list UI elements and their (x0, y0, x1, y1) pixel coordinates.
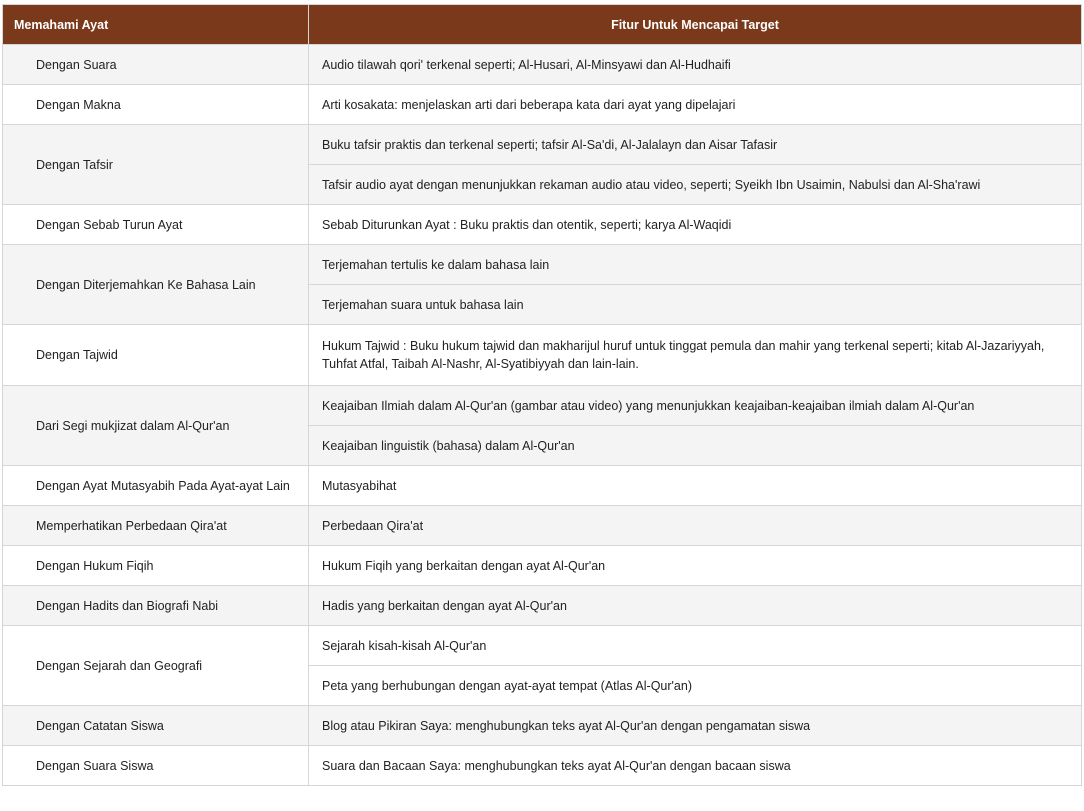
row-feature: Audio tilawah qori' terkenal seperti; Al-Husari, Al-Minsyawi dan Al-Hudhaifi (309, 45, 1082, 85)
row-feature: Keajaiban linguistik (bahasa) dalam Al-Qur'an (309, 426, 1082, 466)
row-label: Dengan Tajwid (3, 325, 309, 386)
row-label: Dengan Suara Siswa (3, 746, 309, 786)
row-feature: Mutasyabihat (309, 466, 1082, 506)
table-row (3, 626, 1082, 666)
row-feature: Hukum Fiqih yang berkaitan dengan ayat Al-Qur'an (309, 546, 1082, 586)
table-row (3, 85, 1082, 125)
table-header-row (3, 5, 1082, 45)
table-row (3, 546, 1082, 586)
table-row (3, 746, 1082, 786)
row-label: Dengan Diterjemahkan Ke Bahasa Lain (3, 245, 309, 325)
row-feature: Perbedaan Qira'at (309, 506, 1082, 546)
table-row (3, 586, 1082, 626)
row-label: Dari Segi mukjizat dalam Al-Qur'an (3, 386, 309, 466)
row-feature: Terjemahan suara untuk bahasa lain (309, 285, 1082, 325)
row-feature: Sebab Diturunkan Ayat : Buku praktis dan otentik, seperti; karya Al-Waqidi (309, 205, 1082, 245)
row-feature: Sejarah kisah-kisah Al-Qur'an (309, 626, 1082, 666)
table-row (3, 125, 1082, 165)
row-feature: Tafsir audio ayat dengan menunjukkan rekaman audio atau video, seperti; Syeikh Ibn Usaimin, Nabulsi dan Al-Sha'rawi (309, 165, 1082, 205)
row-feature: Suara dan Bacaan Saya: menghubungkan teks ayat Al-Qur'an dengan bacaan siswa (309, 746, 1082, 786)
row-feature: Terjemahan tertulis ke dalam bahasa lain (309, 245, 1082, 285)
row-label: Memperhatikan Perbedaan Qira'at (3, 506, 309, 546)
table-row (3, 466, 1082, 506)
row-label: Dengan Hukum Fiqih (3, 546, 309, 586)
table-row (3, 325, 1082, 386)
row-feature: Arti kosakata: menjelaskan arti dari beberapa kata dari ayat yang dipelajari (309, 85, 1082, 125)
row-label: Dengan Suara (3, 45, 309, 85)
row-label: Dengan Hadits dan Biografi Nabi (3, 586, 309, 626)
row-label: Dengan Ayat Mutasyabih Pada Ayat-ayat Lain (3, 466, 309, 506)
row-feature: Blog atau Pikiran Saya: menghubungkan teks ayat Al-Qur'an dengan pengamatan siswa (309, 706, 1082, 746)
table-row (3, 245, 1082, 285)
row-label: Dengan Sejarah dan Geografi (3, 626, 309, 706)
features-table (2, 4, 1082, 786)
table-row (3, 506, 1082, 546)
table-row (3, 45, 1082, 85)
row-feature: Hadis yang berkaitan dengan ayat Al-Qur'an (309, 586, 1082, 626)
header-fitur: Fitur Untuk Mencapai Target (309, 5, 1082, 45)
row-feature: Keajaiban Ilmiah dalam Al-Qur'an (gambar atau video) yang menunjukkan keajaiban-keajaiban ilmiah dalam Al-Qur'an (309, 386, 1082, 426)
row-label: Dengan Sebab Turun Ayat (3, 205, 309, 245)
table-row (3, 386, 1082, 426)
row-feature: Buku tafsir praktis dan terkenal seperti; tafsir Al-Sa'di, Al-Jalalayn dan Aisar Tafasir (309, 125, 1082, 165)
table-row (3, 205, 1082, 245)
row-label: Dengan Catatan Siswa (3, 706, 309, 746)
table-row (3, 706, 1082, 746)
row-feature: Peta yang berhubungan dengan ayat-ayat tempat (Atlas Al-Qur'an) (309, 666, 1082, 706)
row-feature: Hukum Tajwid : Buku hukum tajwid dan makharijul huruf untuk tinggat pemula dan mahir yang terkenal seperti; kitab Al-Jazariyyah, Tuhfat Atfal, Taibah Al-Nashr, Al-Syatibiyyah dan lain-lain. (309, 325, 1082, 386)
row-label: Dengan Makna (3, 85, 309, 125)
header-memahami-ayat: Memahami Ayat (3, 5, 309, 45)
row-label: Dengan Tafsir (3, 125, 309, 205)
